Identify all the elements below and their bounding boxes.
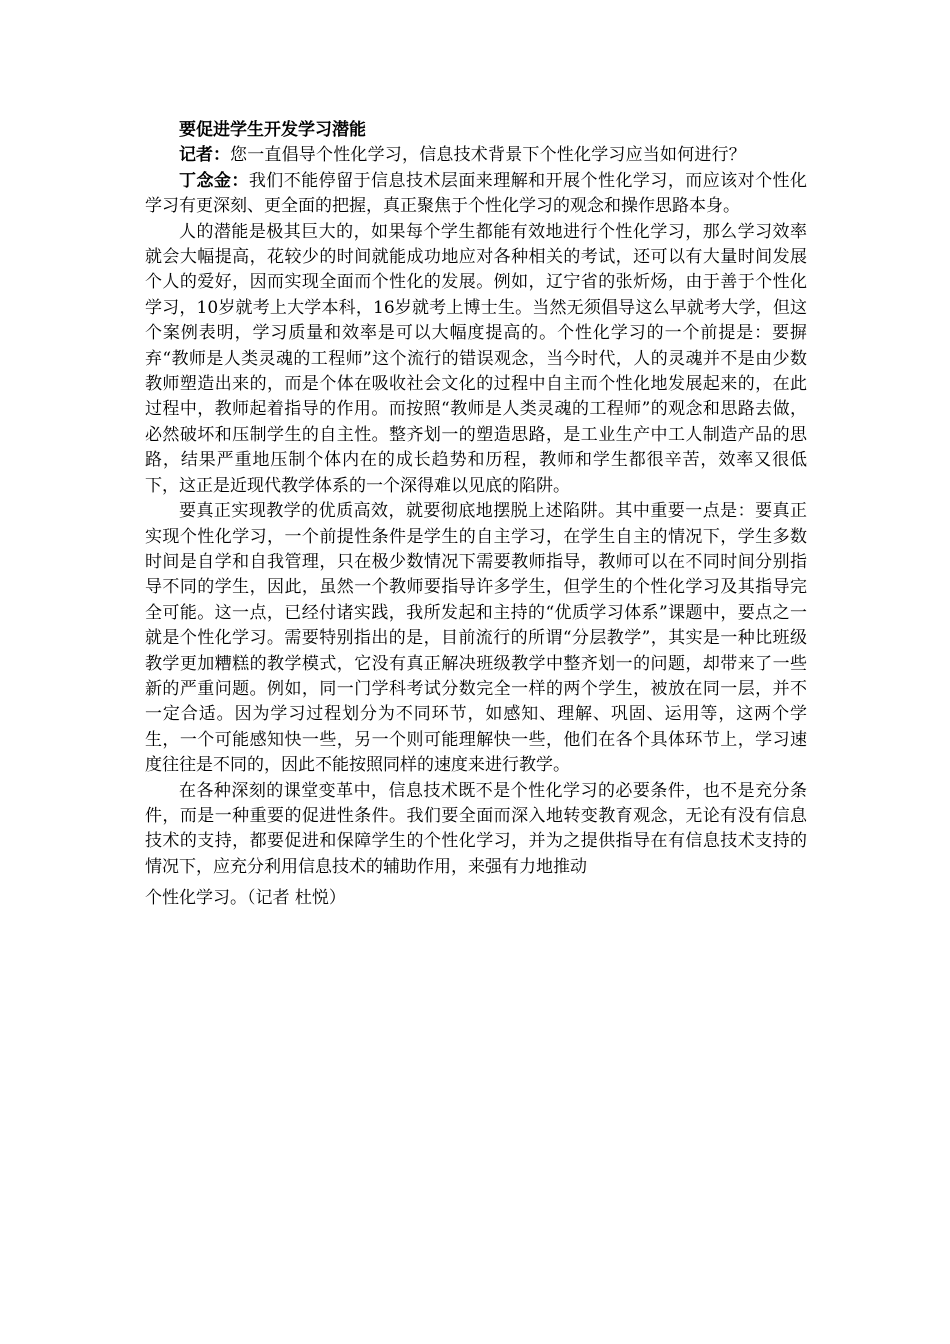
body-paragraph-3: 在各种深刻的课堂变革中，信息技术既不是个性化学习的必要条件，也不是充分条件，而是一种重要的促进性条件。我们要全面而深入地转变教育观念，无论有没有信息技术的支持，都要促进和保障学生的个性化学习，并为之提供指导在有信息技术支持的情况下，应充分利用信息技术的辅助作用，来强有力地推动 — [145, 780, 807, 877]
body-paragraph-1: 人的潜能是极其巨大的，如果每个学生都能有效地进行个性化学习，那么学习效率就会大幅提高，花较少的时间就能成功地应对各种相关的考试，还可以有大量时间发展个人的爱好，因而实现全面而个性化的发展。例如，辽宁省的张炘炀，由于善于个性化学习，10岁就考上大学本科，16岁就考上博士生。当然无须倡导这么早就考大学，但这个案例表明，学习质量和效率是可以大幅度提高的。个性化学习的一个前提是：要摒弃“教师是人类灵魂的工程师”这个流行的错误观念，当今时代，人的灵魂并不是由少数教师塑造出来的，而是个体在吸收社会文化的过程中自主而个性化地发展起来的，在此过程中，教师起着指导的作用。而按照“教师是人类灵魂的工程师”的观念和思路去做，必然破坏和压制学生的自主性。整齐划一的塑造思路，是工业生产中工人制造产品的思路，结果严重地压制个体内在的成长趋势和历程，教师和学生都很辛苦，效率又很低下，这正是近现代教学体系的一个深得难以见底的陷阱。 — [145, 221, 807, 496]
question-text: 您一直倡导个性化学习，信息技术背景下个性化学习应当如何进行？ — [230, 145, 746, 166]
closing-line: 个性化学习。（记者 杜悦） — [145, 888, 346, 909]
article-body — [145, 118, 807, 912]
answer-intro-paragraph — [145, 169, 807, 220]
article-title: 要促进学生开发学习潜能 — [179, 120, 366, 140]
answer-speaker: 丁念金： — [179, 170, 249, 191]
question-speaker: 记者： — [179, 145, 230, 166]
question-paragraph — [145, 143, 807, 168]
answer-intro-text: 我们不能停留于信息技术层面来理解和开展个性化学习，而应该对个性化学习有更深刻、更全面的把握，真正聚焦于个性化学习的观念和操作思路本身。 — [145, 170, 808, 217]
body-paragraph-2: 要真正实现教学的优质高效，就要彻底地摆脱上述陷阱。其中重要一点是：要真正实现个性化学习，一个前提性条件是学生的自主学习，在学生自主的情况下，学生多数时间是自学和自我管理，只在极少数情况下需要教师指导，教师可以在不同时间分别指导不同的学生，因此，虽然一个教师要指导许多学生，但学生的个性化学习及其指导完全可能。这一点，已经付诸实践，我所发起和主持的“优质学习体系”课题中，要点之一就是个性化学习。需要特别指出的是，目前流行的所谓“分层教学”，其实是一种比班级教学更加糟糕的教学模式，它没有真正解决班级教学中整齐划一的问题，却带来了一些新的严重问题。例如，同一门学科考试分数完全一样的两个学生，被放在同一层，并不一定合适。因为学习过程划分为不同环节，如感知、理解、巩固、运用等，这两个学生，一个可能感知快一些，另一个则可能理解快一些，他们在各个具体环节上，学习速度往往是不同的，因此不能按照同样的速度来进行教学。 — [145, 501, 807, 776]
